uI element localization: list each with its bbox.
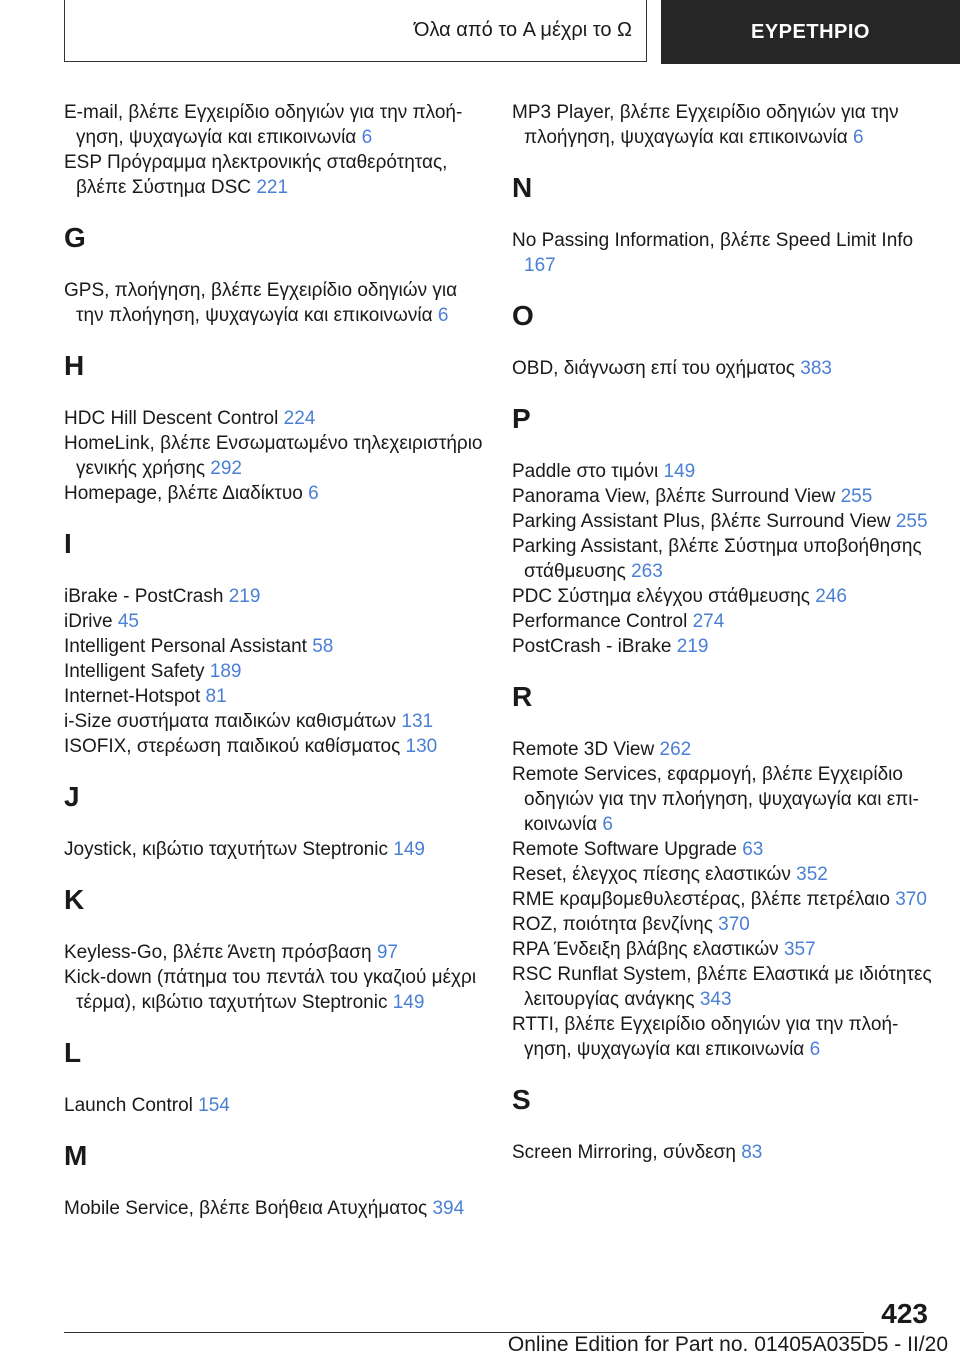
index-entry-text: Panorama View, βλέπε Surround View [512, 486, 836, 507]
index-entry-text: Parking Assistant, βλέπε Σύστημα υποβοήθησης στάθμευσης [512, 536, 922, 582]
index-entry-page-link[interactable]: 394 [432, 1198, 465, 1219]
index-entry-page-link[interactable]: 343 [699, 989, 732, 1010]
index-entry-text: RSC Runflat System, βλέπε Ελαστικά με ιδιότητες λειτουργίας ανάγκης [512, 964, 932, 1010]
index-entry-text: GPS, πλοήγηση, βλέπε Εγχειρίδιο οδηγιών για την πλοήγηση, ψυχαγωγία και επικοινωνία [64, 280, 458, 326]
index-entry [512, 912, 932, 937]
index-entry [512, 228, 932, 278]
index-entry [512, 584, 932, 609]
index-entry [64, 481, 484, 506]
index-entry-text: HDC Hill Descent Control [64, 408, 279, 429]
index-entry-page-link[interactable]: 149 [392, 992, 425, 1013]
index-letter-heading: G [64, 222, 86, 253]
index-entry-text: No Passing Information, βλέπε Speed Limit Info [512, 230, 914, 251]
index-entry [512, 937, 932, 962]
index-letter-heading: L [64, 1037, 82, 1068]
tab-a-to-z[interactable] [64, 0, 647, 62]
index-letter-heading: O [512, 300, 534, 331]
index-letter-heading: S [512, 1084, 531, 1115]
index-entry [512, 862, 932, 887]
index-entry-page-link[interactable]: 274 [692, 611, 725, 632]
index-letter-heading: P [512, 403, 531, 434]
index-entry [512, 762, 932, 837]
index-entry-page-link[interactable]: 246 [815, 586, 847, 607]
index-entry-page-link[interactable]: 97 [376, 942, 398, 963]
index-entry [512, 484, 932, 509]
index-entry-page-link[interactable]: 370 [718, 914, 750, 935]
index-entry [64, 634, 484, 659]
index-entry [64, 278, 484, 328]
index-entry [512, 1012, 932, 1062]
index-entry-page-link[interactable]: 219 [228, 586, 261, 607]
index-entry-text: RME κραμβομεθυλεστέρας, βλέπε πετρέλαιο [512, 889, 890, 910]
index-entry-page-link[interactable]: 263 [631, 561, 663, 582]
index-entry-page-link[interactable]: 292 [210, 458, 242, 479]
index-letter-heading: I [64, 528, 72, 559]
index-entry-page-link[interactable]: 6 [361, 127, 373, 148]
index-entry-page-link[interactable]: 224 [283, 408, 316, 429]
index-entry [512, 962, 932, 1012]
index-entry-text: OBD, διάγνωση επί του οχήματος [512, 358, 795, 379]
index-entry-page-link[interactable]: 154 [198, 1095, 230, 1116]
index-entry-page-link[interactable]: 383 [800, 358, 832, 379]
index-entry-text: Intelligent Personal Assistant [64, 636, 307, 657]
index-entry [64, 100, 484, 150]
index-column-left [64, 100, 484, 1221]
index-entry [64, 965, 484, 1015]
index-entry [64, 609, 484, 634]
index-entry-text: E-mail, βλέπε Εγχειρίδιο οδηγιών για την πλοήγηση, ψυχαγωγία και επικοινωνία [64, 102, 463, 148]
index-entry-page-link[interactable]: 219 [676, 636, 709, 657]
index-entry-text: ESP Πρόγραμμα ηλεκτρονικής σταθερότητας, βλέπε Σύστημα DSC [64, 152, 448, 198]
index-entry-page-link[interactable]: 352 [796, 864, 828, 885]
index-entry-text: Paddle στο τιμόνι [512, 461, 659, 482]
index-entry [64, 150, 484, 200]
index-entry-page-link[interactable]: 149 [663, 461, 696, 482]
index-entry-text: PostCrash - iBrake [512, 636, 672, 657]
index-entry [64, 406, 484, 431]
index-entry-page-link[interactable]: 81 [205, 686, 227, 707]
index-entry-page-link[interactable]: 131 [401, 711, 434, 732]
index-entry-page-link[interactable]: 130 [405, 736, 438, 757]
index-entry [512, 459, 932, 484]
index-entry-text: RPA Ένδειξη βλάβης ελαστικών [512, 939, 779, 960]
index-letter-heading: N [512, 172, 533, 203]
index-entry [512, 534, 932, 584]
index-entry-page-link[interactable]: 6 [308, 483, 319, 504]
index-entry-text: Keyless-Go, βλέπε Άνετη πρόσβαση [64, 942, 372, 963]
index-entry-page-link[interactable]: 357 [783, 939, 816, 960]
index-entry-page-link[interactable]: 149 [393, 839, 425, 860]
index-entry-page-link[interactable]: 6 [602, 814, 613, 835]
index-entry-text: i-Size συστήματα παιδικών καθισμάτων [64, 711, 397, 732]
index-entry [64, 837, 484, 862]
index-entry [512, 100, 932, 150]
index-entry [64, 1196, 484, 1221]
index-entry [512, 1140, 932, 1165]
index-entry-page-link[interactable]: 6 [437, 305, 449, 326]
index-entry-text: PDC Σύστημα ελέγχου στάθμευσης [512, 586, 810, 607]
index-entry-page-link[interactable]: 6 [853, 127, 864, 148]
footer-edition-text: Online Edition for Part no. 01405A035D5 - II/20 [507, 1333, 948, 1356]
index-entry-page-link[interactable]: 189 [209, 661, 242, 682]
index-entry-text: ROZ, ποιότητα βενζίνης [512, 914, 713, 935]
index-column-right [512, 100, 932, 1165]
index-entry-text: ISOFIX, στερέωση παιδικού καθίσματος [64, 736, 401, 757]
index-entry-page-link[interactable]: 63 [742, 839, 764, 860]
tab-index[interactable] [661, 0, 960, 64]
index-entry [512, 737, 932, 762]
index-entry-text: Homepage, βλέπε Διαδίκτυο [64, 483, 303, 504]
tab-a-to-z-label: Όλα από το A μέχρι το Ω [414, 19, 632, 41]
index-entry-text: HomeLink, βλέπε Ενσωματωμένο τηλεχειριστήριο γενικής χρήσης [64, 433, 483, 479]
index-entry [64, 1093, 484, 1118]
index-entry-text: Launch Control [64, 1095, 193, 1116]
index-entry-page-link[interactable]: 255 [895, 511, 928, 532]
index-entry-text: RTTI, βλέπε Εγχειρίδιο οδηγιών για την πλοήγηση, ψυχαγωγία και επικοινωνία [512, 1014, 899, 1060]
index-entry-page-link[interactable]: 58 [312, 636, 334, 657]
index-letter-heading: H [64, 350, 85, 381]
index-entry [512, 509, 932, 534]
index-entry-text: Kick-down (πάτημα του πεντάλ του γκαζιού μέχρι τέρμα), κιβώτιο ταχυτήτων Steptronic [64, 967, 477, 1013]
index-entry-text: Joystick, κιβώτιο ταχυτήτων Steptronic [64, 839, 388, 860]
index-entry-page-link[interactable]: 370 [895, 889, 927, 910]
index-entry [512, 837, 932, 862]
index-entry-text: Parking Assistant Plus, βλέπε Surround View [512, 511, 891, 532]
index-entry-text: Mobile Service, βλέπε Βοήθεια Ατυχήματος [64, 1198, 428, 1219]
index-entry-text: MP3 Player, βλέπε Εγχειρίδιο οδηγιών για την πλοήγηση, ψυχαγωγία και επικοινωνία [512, 102, 899, 148]
index-letter-heading: K [64, 884, 85, 915]
index-letter-heading: J [64, 781, 80, 812]
index-entry [64, 940, 484, 965]
index-entry-page-link[interactable]: 6 [809, 1039, 821, 1060]
index-entry [64, 734, 484, 759]
index-entry-page-link[interactable]: 262 [659, 739, 692, 760]
index-entry-page-link[interactable]: 167 [524, 255, 556, 276]
index-entry [64, 709, 484, 734]
index-letter-heading: R [512, 681, 533, 712]
index-entry-text: Remote Software Upgrade [512, 839, 737, 860]
header-bar [64, 0, 960, 64]
index-entry [512, 609, 932, 634]
index-entry-text: iBrake - PostCrash [64, 586, 224, 607]
index-entry-text: Intelligent Safety [64, 661, 205, 682]
index-entry-text: Remote Services, εφαρμογή, βλέπε Εγχειρίδιο οδηγιών για την πλοήγηση, ψυχαγωγία και επικοινωνία [512, 764, 919, 835]
index-entry-text: Remote 3D View [512, 739, 655, 760]
index-entry [64, 584, 484, 609]
index-entry-text: iDrive [64, 611, 113, 632]
index-entry-text: Screen Mirroring, σύνδεση [512, 1142, 736, 1163]
index-entry [64, 659, 484, 684]
index-entry-page-link[interactable]: 221 [256, 177, 289, 198]
index-entry-page-link[interactable]: 83 [741, 1142, 763, 1163]
index-entry [64, 684, 484, 709]
index-entry-page-link[interactable]: 45 [117, 611, 139, 632]
index-entry-page-link[interactable]: 255 [840, 486, 873, 507]
index-entry-text: Performance Control [512, 611, 688, 632]
page-number: 423 [881, 1298, 928, 1329]
index-entry-text: Internet-Hotspot [64, 686, 201, 707]
tab-index-label: ΕΥΡΕΤΗΡΙΟ [751, 20, 870, 43]
index-entry [512, 887, 932, 912]
index-entry [64, 431, 484, 481]
index-entry [512, 356, 932, 381]
index-entry-text: Reset, έλεγχος πίεσης ελαστικών [512, 864, 791, 885]
index-entry [512, 634, 932, 659]
index-letter-heading: M [64, 1140, 88, 1171]
